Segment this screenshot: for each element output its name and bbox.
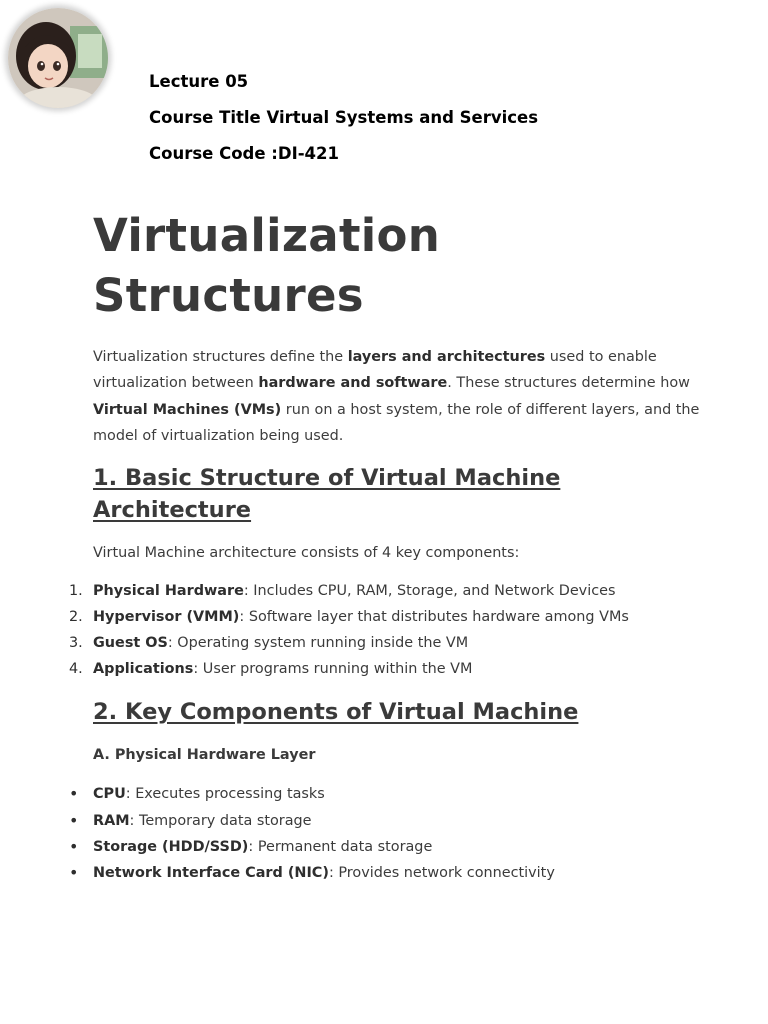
list-number: 1. bbox=[69, 582, 83, 599]
section2-subheading: A. Physical Hardware Layer bbox=[93, 747, 316, 764]
list-item bbox=[69, 578, 713, 604]
list-desc: : Includes CPU, RAM, Storage, and Network Devices bbox=[243, 582, 616, 599]
intro-text-1: Virtualization structures define the bbox=[93, 349, 348, 365]
list-item bbox=[69, 604, 713, 630]
list-desc: : Provides network connectivity bbox=[328, 865, 555, 882]
intro-text-4: run on a host system, the role of different layers, and the model of virtualization being used. bbox=[93, 401, 700, 445]
intro-text-3: . These structures determine how bbox=[447, 375, 690, 392]
list-term: Applications bbox=[93, 661, 194, 678]
list-term: Hypervisor (VMM) bbox=[93, 608, 240, 625]
bullet-marker: • bbox=[69, 810, 79, 830]
list-item bbox=[69, 781, 713, 807]
list-term: Guest OS bbox=[93, 635, 168, 652]
list-term: RAM bbox=[93, 812, 130, 829]
section2-heading: 2. Key Components of Virtual Machine bbox=[93, 699, 579, 726]
profile-avatar bbox=[8, 8, 108, 108]
page-title: Virtualization Structures bbox=[93, 209, 441, 322]
bullet-marker: • bbox=[69, 836, 79, 856]
lecture-number: Lecture 05 bbox=[149, 72, 249, 91]
list-item bbox=[69, 808, 713, 834]
avatar-illustration bbox=[8, 8, 108, 108]
list-desc: : Software layer that distributes hardware among VMs bbox=[239, 608, 629, 625]
intro-bold-1: layers and architectures bbox=[347, 349, 546, 365]
bullet-marker: • bbox=[69, 863, 79, 883]
list-desc: : Temporary data storage bbox=[129, 812, 312, 829]
list-number: 2. bbox=[69, 608, 83, 625]
list-desc: : Operating system running inside the VM bbox=[167, 635, 469, 652]
hardware-list bbox=[69, 781, 713, 886]
component-list bbox=[69, 578, 713, 683]
list-number: 3. bbox=[69, 635, 83, 652]
list-term: CPU bbox=[93, 786, 126, 803]
intro-bold-2: hardware and software bbox=[258, 375, 448, 392]
list-desc: : User programs running within the VM bbox=[193, 661, 473, 678]
intro-text-2: used to enable virtualization between bbox=[93, 349, 657, 392]
intro-paragraph bbox=[93, 344, 713, 450]
list-item bbox=[69, 630, 713, 656]
list-term: Network Interface Card (NIC) bbox=[93, 865, 329, 882]
section1-lead: Virtual Machine architecture consists of 4 key components: bbox=[93, 544, 520, 561]
list-desc: : Executes processing tasks bbox=[125, 786, 325, 803]
intro-bold-3: Virtual Machines (VMs) bbox=[93, 401, 282, 418]
list-item bbox=[69, 860, 713, 886]
list-item bbox=[69, 656, 713, 682]
list-number: 4. bbox=[69, 661, 83, 678]
list-term: Storage (HDD/SSD) bbox=[93, 838, 249, 855]
lecture-header bbox=[149, 70, 538, 178]
list-item bbox=[69, 834, 713, 860]
list-desc: : Permanent data storage bbox=[248, 838, 433, 855]
course-title: Course Title Virtual Systems and Services bbox=[149, 108, 539, 127]
bullet-marker: • bbox=[69, 784, 79, 804]
course-code: Course Code :DI-421 bbox=[149, 144, 339, 163]
document-body bbox=[69, 206, 713, 886]
section1-heading: 1. Basic Structure of Virtual Machine Architecture bbox=[93, 464, 561, 523]
list-term: Physical Hardware bbox=[93, 582, 244, 599]
